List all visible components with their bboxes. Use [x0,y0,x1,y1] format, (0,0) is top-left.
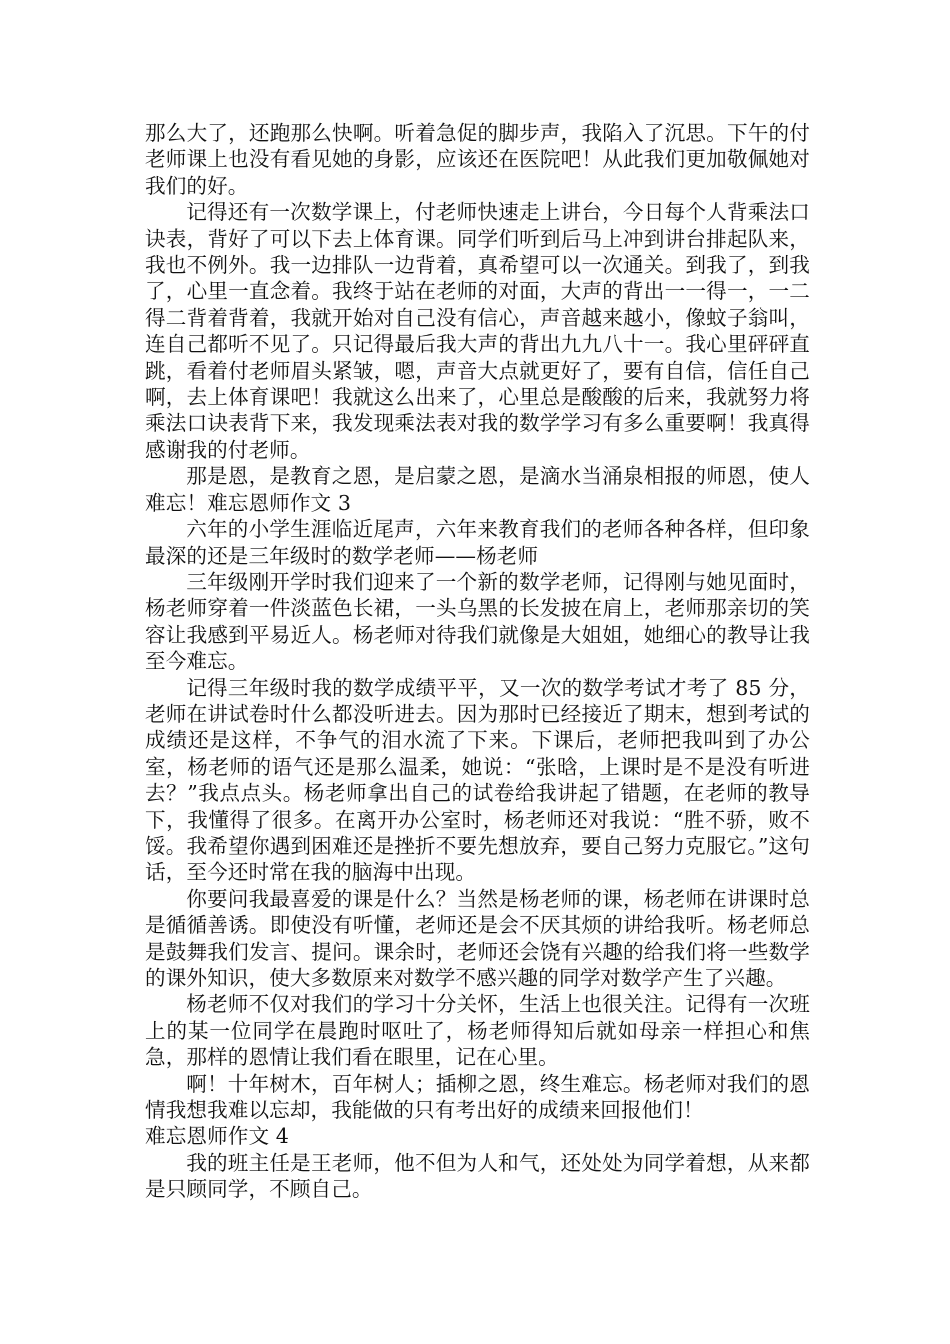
paragraph-4: 六年的小学生涯临近尾声，六年来教育我们的老师各种各样，但印象最深的还是三年级时的数学老师——杨老师 [145,517,810,568]
paragraph-5: 三年级刚开学时我们迎来了一个新的数学老师，记得刚与她见面时，杨老师穿着一件淡蓝色长裙，一头乌黑的长发披在肩上，老师那亲切的笑容让我感到平易近人。杨老师对待我们就像是大姐姐，她细心的教导让我至今难忘。 [145,569,810,674]
document-page [145,120,810,1203]
paragraph-8: 杨老师不仅对我们的学习十分关怀，生活上也很关注。记得有一次班上的某一位同学在晨跑时呕吐了，杨老师得知后就如母亲一样担心和焦急，那样的恩情让我们看在眼里，记在心里。 [145,992,810,1070]
paragraph-9: 啊！十年树木，百年树人；插柳之恩，终生难忘。杨老师对我们的恩情我想我难以忘却，我能做的只有考出好的成绩来回报他们！ [145,1071,810,1123]
paragraph-1: 那么大了，还跑那么快啊。听着急促的脚步声，我陷入了沉思。下午的付老师课上也没有看见她的身影，应该还在医院吧！从此我们更加敬佩她对我们的好。 [145,121,810,198]
section-heading: 难忘恩师作文 4 [145,1124,290,1149]
paragraph-10: 我的班主任是王老师，他不但为人和气，还处处为同学着想，从来都是只顾同学，不顾自己。 [145,1150,810,1202]
paragraph-3: 那是恩，是教育之恩，是启蒙之恩，是滴水当涌泉相报的师恩，使人难忘！难忘恩师作文 3 [145,464,810,515]
paragraph-6: 记得三年级时我的数学成绩平平，又一次的数学考试才考了 85 分，老师在讲试卷时什么都没听进去。因为那时已经接近了期末，想到考试的成绩还是这样，不争气的泪水流了下来。下课后，老师把我叫到了办公室，杨老师的语气还是那么温柔，她说：“张晗，上课时是不是没有听进去？”我点点头。杨老师拿出自己的试卷给我讲起了错题，在老师的教导下，我懂得了很多。在离开办公室时，杨老师还对我说：“胜不骄，败不馁。我希望你遇到困难还是挫折不要先想放弃，要自己努力克服它。”这句话，至今还时常在我的脑海中出现。 [145,675,810,885]
paragraph-2: 记得还有一次数学课上，付老师快速走上讲台，今日每个人背乘法口诀表，背好了可以下去上体育课。同学们听到后马上冲到讲台排起队来，我也不例外。我一边排队一边背着，真希望可以一次通关。到我了，到我了，心里一直念着。我终于站在老师的对面，大声的背出一一得一，一二得二背着背着，我就开始对自己没有信心，声音越来越小，像蚊子翁叫，连自己都听不见了。只记得最后我大声的背出九九八十一。我心里砰砰直跳，看着付老师眉头紧皱，嗯，声音大点就更好了，要有自信，信任自己啊，去上体育课吧！我就这么出来了，心里总是酸酸的后来，我就努力将乘法口诀表背下来，我发现乘法表对我的数学学习有多么重要啊！我真得感谢我的付老师。 [145,200,810,462]
paragraph-7: 你要问我最喜爱的课是什么？当然是杨老师的课，杨老师在讲课时总是循循善诱。即使没有听懂，老师还是会不厌其烦的讲给我听。杨老师总是鼓舞我们发言、提问。课余时，老师还会饶有兴趣的给我们将一些数学的课外知识，使大多数原来对数学不感兴趣的同学对数学产生了兴趣。 [145,886,810,990]
